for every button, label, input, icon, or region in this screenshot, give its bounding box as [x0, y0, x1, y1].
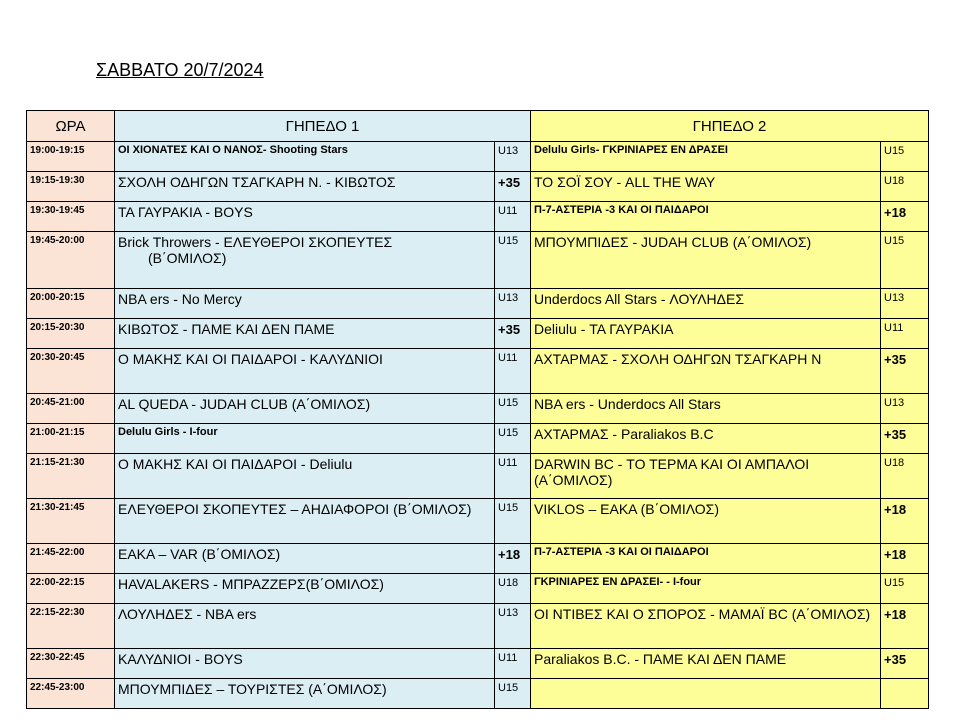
field2-category: +18: [881, 544, 929, 574]
table-row: [27, 574, 929, 604]
field2-match: Paraliakos B.C. - ΠΑΜΕ ΚΑΙ ΔΕΝ ΠΑΜΕ: [531, 649, 881, 679]
field1-category: +35: [495, 172, 531, 202]
field1-category: U13: [495, 142, 531, 172]
time-cell: 22:00-22:15: [27, 574, 115, 604]
field2-category: U11: [881, 319, 929, 349]
table-row: [27, 319, 929, 349]
time-cell: 20:00-20:15: [27, 289, 115, 319]
time-cell: 22:30-22:45: [27, 649, 115, 679]
time-cell: 21:30-21:45: [27, 499, 115, 544]
table-row: [27, 454, 929, 499]
field1-match: Ο ΜΑΚΗΣ ΚΑΙ ΟΙ ΠΑΙΔΑΡΟΙ - Deliulu: [115, 454, 495, 499]
table-row: [27, 172, 929, 202]
header-row: [27, 111, 929, 142]
field1-category: +35: [495, 319, 531, 349]
field2-category: +35: [881, 649, 929, 679]
time-cell: 19:30-19:45: [27, 202, 115, 232]
field2-match: Deliulu - ΤΑ ΓΑΥΡΑΚΙΑ: [531, 319, 881, 349]
field1-category: U18: [495, 574, 531, 604]
field2-category: U18: [881, 454, 929, 499]
field1-category: +18: [495, 544, 531, 574]
field2-category: [881, 679, 929, 709]
field1-header: ΓΗΠΕΔΟ 1: [115, 111, 531, 142]
field2-category: U13: [881, 394, 929, 424]
field2-category: +35: [881, 424, 929, 454]
field1-match: HAVALAKERS - ΜΠΡΑΖΖΕΡΣ(Β΄ΟΜΙΛΟΣ): [115, 574, 495, 604]
field1-match-line1: Brick Throwers - ΕΛΕΥΘΕΡΟΙ ΣΚΟΠΕΥΤΕΣ: [118, 234, 393, 250]
field1-match: ΚΙΒΩΤΟΣ - ΠΑΜΕ ΚΑΙ ΔΕΝ ΠΑΜΕ: [115, 319, 495, 349]
field1-match: ΚΑΛΥΔΝΙΟΙ - BOYS: [115, 649, 495, 679]
field2-category: +18: [881, 499, 929, 544]
field2-match: ΓΚΡΙΝΙΑΡΕΣ ΕΝ ΔΡΑΣΕΙ- - I-four: [531, 574, 881, 604]
field2-category: U15: [881, 142, 929, 172]
field2-category: +35: [881, 349, 929, 394]
field2-match: ΟΙ ΝΤΙΒΕΣ ΚΑΙ Ο ΣΠΟΡΟΣ - ΜΑΜΑΪ BC (Α΄ΟΜΙΛΟΣ): [531, 604, 881, 649]
table-row: [27, 424, 929, 454]
field2-match: [531, 679, 881, 709]
time-cell: 22:15-22:30: [27, 604, 115, 649]
field1-category: U11: [495, 349, 531, 394]
time-cell: 20:30-20:45: [27, 349, 115, 394]
field1-match: ΕΛΕΥΘΕΡΟΙ ΣΚΟΠΕΥΤΕΣ – ΑΗΔΙΑΦΟΡΟΙ (Β΄ΟΜΙΛΟΣ): [115, 499, 495, 544]
field1-category: U13: [495, 604, 531, 649]
field1-match: ΛΟΥΛΗΔΕΣ - NBA ers: [115, 604, 495, 649]
time-cell: 20:45-21:00: [27, 394, 115, 424]
time-cell: 21:00-21:15: [27, 424, 115, 454]
field1-match: ΜΠΟΥΜΠΙΔΕΣ – ΤΟΥΡΙΣΤΕΣ (Α΄ΟΜΙΛΟΣ): [115, 679, 495, 709]
field2-category: +18: [881, 604, 929, 649]
time-cell: 19:45-20:00: [27, 232, 115, 289]
time-cell: 21:15-21:30: [27, 454, 115, 499]
field2-category: U15: [881, 574, 929, 604]
field1-category: U15: [495, 424, 531, 454]
page-title: ΣΑΒΒΑΤΟ 20/7/2024: [96, 60, 264, 80]
table-row: [27, 142, 929, 172]
field1-match: Delulu Girls - I-four: [115, 424, 495, 454]
table-row: [27, 202, 929, 232]
field1-category: U15: [495, 394, 531, 424]
field1-match: Ο ΜΑΚΗΣ ΚΑΙ ΟΙ ΠΑΙΔΑΡΟΙ - ΚΑΛΥΔΝΙΟΙ: [115, 349, 495, 394]
field1-category: U15: [495, 232, 531, 289]
field1-match: [115, 232, 495, 289]
field1-match-line2: (Β΄ΟΜΙΛΟΣ): [148, 250, 227, 266]
schedule-table: [26, 110, 929, 709]
table-row: [27, 394, 929, 424]
field1-match: NBA ers - No Mercy: [115, 289, 495, 319]
field2-category: U18: [881, 172, 929, 202]
table-row: [27, 604, 929, 649]
field2-match: ΑΧΤΑΡΜΑΣ - Paraliakos B.C: [531, 424, 881, 454]
table-row: [27, 544, 929, 574]
field2-match: Underdocs All Stars - ΛΟΥΛΗΔΕΣ: [531, 289, 881, 319]
field1-category: U11: [495, 649, 531, 679]
field1-match: ΤΑ ΓΑΥΡΑΚΙΑ - BOYS: [115, 202, 495, 232]
table-row: [27, 679, 929, 709]
field2-match: ΤΟ ΣΟΪ ΣΟΥ - ALL THE WAY: [531, 172, 881, 202]
field2-header: ΓΗΠΕΔΟ 2: [531, 111, 929, 142]
field2-category: U13: [881, 289, 929, 319]
field2-match: DARWIN BC - ΤΟ ΤΕΡΜΑ ΚΑΙ ΟΙ ΑΜΠΑΛΟΙ (Α΄ΟΜΙΛΟΣ): [531, 454, 881, 499]
field1-match: ΟΙ ΧΙΟΝΑΤΕΣ ΚΑΙ Ο ΝΑΝΟΣ- Shooting Stars: [115, 142, 495, 172]
field2-match: ΜΠΟΥΜΠΙΔΕΣ - JUDAH CLUB (Α΄ΟΜΙΛΟΣ): [531, 232, 881, 289]
field1-category: U11: [495, 454, 531, 499]
field1-match: ΣΧΟΛΗ ΟΔΗΓΩΝ ΤΣΑΓΚΑΡΗ Ν. - ΚΙΒΩΤΟΣ: [115, 172, 495, 202]
time-cell: 19:15-19:30: [27, 172, 115, 202]
field2-match: Delulu Girls- ΓΚΡΙΝΙΑΡΕΣ ΕΝ ΔΡΑΣΕΙ: [531, 142, 881, 172]
field1-category: U11: [495, 202, 531, 232]
field2-match: Π-7-ΑΣΤΕΡΙΑ -3 ΚΑΙ ΟΙ ΠΑΙΔΑΡΟΙ: [531, 202, 881, 232]
field2-match: VIKLOS – ΕΑΚΑ (Β΄ΟΜΙΛΟΣ): [531, 499, 881, 544]
field1-category: U15: [495, 679, 531, 709]
table-row: [27, 649, 929, 679]
field1-category: U13: [495, 289, 531, 319]
field2-match: NBA ers - Underdocs All Stars: [531, 394, 881, 424]
field2-category: U15: [881, 232, 929, 289]
field1-match: AL QUEDA - JUDAH CLUB (Α΄ΟΜΙΛΟΣ): [115, 394, 495, 424]
table-row: [27, 232, 929, 289]
field1-match: ΕΑΚΑ – VAR (Β΄ΟΜΙΛΟΣ): [115, 544, 495, 574]
field2-category: +18: [881, 202, 929, 232]
field2-match: Π-7-ΑΣΤΕΡΙΑ -3 ΚΑΙ ΟΙ ΠΑΙΔΑΡΟΙ: [531, 544, 881, 574]
time-cell: 21:45-22:00: [27, 544, 115, 574]
table-row: [27, 349, 929, 394]
time-header: ΩΡΑ: [27, 111, 115, 142]
field1-category: U15: [495, 499, 531, 544]
table-row: [27, 289, 929, 319]
time-cell: 19:00-19:15: [27, 142, 115, 172]
time-cell: 20:15-20:30: [27, 319, 115, 349]
time-cell: 22:45-23:00: [27, 679, 115, 709]
field2-match: ΑΧΤΑΡΜΑΣ - ΣΧΟΛΗ ΟΔΗΓΩΝ ΤΣΑΓΚΑΡΗ Ν: [531, 349, 881, 394]
table-row: [27, 499, 929, 544]
